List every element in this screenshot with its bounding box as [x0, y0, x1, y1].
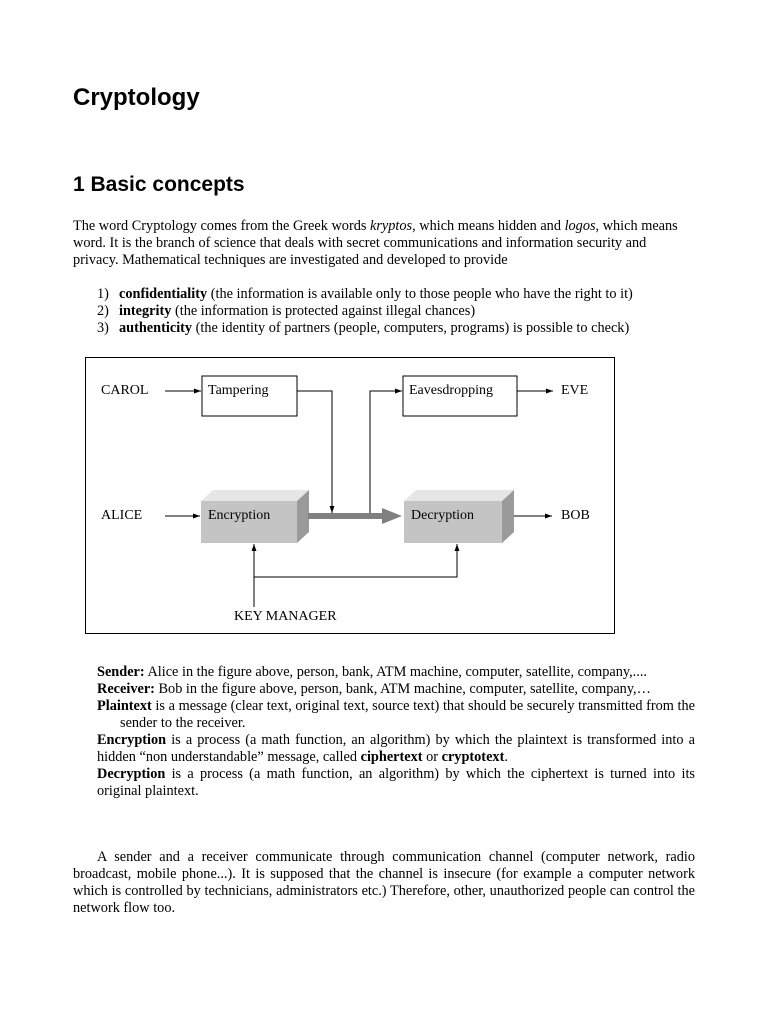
label-alice: ALICE: [101, 508, 143, 523]
list-number: 1): [97, 286, 109, 302]
definition-sender: [97, 664, 695, 681]
document-title: Cryptology: [73, 84, 200, 111]
encryption-block-top: [201, 490, 309, 501]
definition-encryption: [97, 732, 695, 766]
security-goals-list: [97, 286, 633, 337]
cryptosystem-diagram: [85, 357, 615, 634]
eavesdropping-label: Eavesdropping: [409, 383, 493, 398]
definition-text: is a process (a math function, an algorithm) by which the plaintext is transformed into a hidden “non understandable” message, called: [97, 732, 695, 765]
tampering-label: Tampering: [208, 383, 269, 398]
goal-term: confidentiality: [119, 286, 208, 302]
goal-description: (the information is protected against illegal chances): [171, 303, 476, 319]
greek-word-logos: logos: [564, 218, 596, 234]
goal-integrity: [97, 303, 633, 320]
goal-term: integrity: [119, 303, 172, 319]
encryption-label: Encryption: [208, 508, 271, 523]
goal-authenticity: [97, 320, 633, 337]
goal-confidentiality: [97, 286, 633, 303]
label-carol: CAROL: [101, 383, 149, 398]
goal-description: (the information is available only to those people who have the right to it): [207, 286, 633, 302]
arrow-key-to-decryption: [254, 544, 457, 577]
label-bob: BOB: [561, 508, 590, 523]
arrow-channel-to-eavesdropping: [370, 391, 402, 513]
list-number: 3): [97, 320, 109, 336]
closing-paragraph: A sender and a receiver communicate through communication channel (computer network, radio broadcast, mobile phone...). It is supposed that the channel is insecure (for example a computer network which is controlled by technicians, administrators etc.) Therefore, other, unauthorized people can control the network flow too.: [73, 849, 695, 916]
intro-text-2: , which means hidden and: [412, 218, 565, 234]
definition-text: Alice in the figure above, person, bank, ATM machine, computer, satellite, company,....: [144, 664, 647, 680]
definition-decryption: [97, 766, 695, 800]
definition-receiver: [97, 681, 695, 698]
definition-text: is a process (a math function, an algorithm) by which the ciphertext is turned into its original plaintext.: [97, 766, 695, 799]
greek-word-kryptos: kryptos: [370, 218, 413, 234]
definitions: [97, 664, 695, 800]
label-key-manager: KEY MANAGER: [234, 609, 337, 624]
label-eve: EVE: [561, 383, 589, 398]
goal-description: (the identity of partners (people, computers, programs) is possible to check): [192, 320, 630, 336]
intro-text-3: , which means word. It is the branch of science that deals with secret communications and information security and privacy. Mathematical techniques are investigated and developed to provide: [73, 218, 678, 268]
term-ciphertext: ciphertext: [360, 749, 423, 765]
section-heading: 1 Basic concepts: [73, 173, 245, 196]
intro-paragraph: [73, 218, 695, 269]
definition-text: Bob in the figure above, person, bank, ATM machine, computer, satellite, company,…: [154, 681, 651, 697]
definition-term: Decryption: [97, 766, 166, 782]
definition-plaintext: [97, 698, 695, 732]
goal-term: authenticity: [119, 320, 193, 336]
term-cryptotext: cryptotext: [441, 749, 505, 765]
definition-term: Sender:: [97, 664, 145, 680]
definition-term: Plaintext: [97, 698, 152, 714]
channel-arrow-head: [382, 508, 402, 524]
channel-arrow-shaft: [308, 513, 388, 519]
definition-text: is a message (clear text, original text, source text) that should be securely transmitted from the sender to the receiver.: [120, 698, 695, 731]
definition-term: Receiver:: [97, 681, 155, 697]
intro-text-1: The word Cryptology comes from the Greek words: [73, 218, 370, 234]
definition-text: or: [422, 749, 442, 765]
decryption-label: Decryption: [411, 508, 474, 523]
definition-term: Encryption: [97, 732, 167, 748]
definition-text: .: [504, 749, 508, 765]
list-number: 2): [97, 303, 109, 319]
decryption-block-top: [404, 490, 514, 501]
diagram-canvas: [86, 358, 616, 635]
